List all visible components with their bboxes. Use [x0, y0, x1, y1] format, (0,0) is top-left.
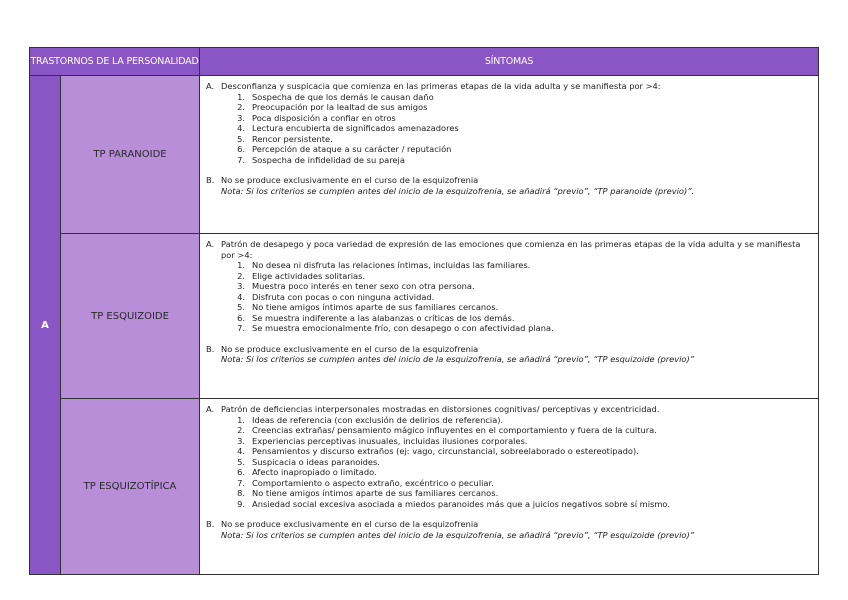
criterion-b [206, 175, 812, 186]
criterion-b [206, 343, 812, 355]
list-item: 7. Comportamiento o aspecto extraño, excéntrico o peculiar. [237, 477, 494, 488]
cluster-label: A [30, 76, 61, 575]
list-item: 2. Elige actividades solitarias. [237, 270, 366, 281]
criterion-a [206, 239, 812, 260]
list-item: 5. Rencor persistente. [237, 133, 333, 144]
criteria-note: Nota: Si los criterios se cumplen antes del inicio de la esquizofrenia, se añadirá “previo”, “TP esquizoide (previo)” [221, 354, 695, 364]
table-row [30, 76, 819, 234]
criteria-list [221, 92, 812, 166]
list-item: 6. Se muestra indiferente a las alabanzas o críticas de los demás. [237, 312, 515, 323]
table-row [30, 234, 819, 399]
criterion-letter: A. [206, 404, 215, 414]
list-item: 8. No tiene amigos íntimos aparte de sus familiares cercanos. [237, 488, 499, 498]
list-item: 3. Experiencias perceptivas inusuales, incluidas ilusiones corporales. [237, 435, 528, 446]
list-item: 4. Lectura encubierta de significados amenazadores [237, 123, 459, 133]
disorder-name: TP ESQUIZOIDE [61, 234, 200, 399]
list-item: 4. Pensamientos y discurso extraños (ej: vago, circunstancial, sobreelaborado o estereotipado). [237, 446, 639, 456]
list-item: 7. Sospecha de infidelidad de su pareja [237, 154, 405, 165]
criterion-letter: B. [206, 519, 215, 529]
criterion-b-text: No se produce exclusivamente en el curso de la esquizofrenia [221, 175, 479, 185]
criterion-letter: A. [206, 81, 215, 91]
list-item: 7. Se muestra emocionalmente frío, con desapego o con afectividad plana. [237, 323, 554, 333]
list-item: 4. Disfruta con pocas o con ninguna actividad. [237, 291, 435, 302]
header-disorders: TRASTORNOS DE LA PERSONALIDAD [30, 48, 200, 76]
criterion-a [206, 404, 812, 415]
table-row [30, 399, 819, 575]
list-item: 3. Poca disposición a confiar en otros [237, 112, 396, 123]
disorder-name: TP ESQUIZOTÍPICA [61, 399, 200, 575]
list-item: 6. Afecto inapropiado o limitado. [237, 467, 377, 477]
criterion-a-text: Patrón de desapego y poca variedad de expresión de las emociones que comienza en las primeras etapas de la vida adulta y se manifiesta por >4: [221, 239, 801, 260]
criterion-letter: A. [206, 239, 215, 249]
list-item: 1. No desea ni disfruta las relaciones íntimas, incluidas las familiares. [237, 260, 531, 270]
list-item: 5. No tiene amigos íntimos aparte de sus familiares cercanos. [237, 302, 499, 312]
disorder-name: TP PARANOIDE [61, 76, 200, 234]
criterion-a-text: Desconfianza y suspicacia que comienza en las primeras etapas de la vida adulta y se manifiesta por >4: [221, 81, 661, 91]
criteria-list [221, 415, 812, 510]
criteria-note: Nota: Si los criterios se cumplen antes del inicio de la esquizofrenia, se añadirá “previo”, “TP paranoide (previo)”. [221, 185, 695, 196]
criterion-a [206, 81, 812, 92]
list-item: 1. Ideas de referencia (con exclusión de delirios de referencia). [237, 414, 504, 425]
criterion-b-text: No se produce exclusivamente en el curso de la esquizofrenia [221, 519, 479, 529]
table-header-row [30, 48, 819, 76]
symptoms-cell [200, 399, 819, 575]
list-item: 1. Sospecha de que los demás le causan daño [237, 91, 434, 102]
criterion-b [206, 519, 812, 530]
symptoms-cell [200, 76, 819, 234]
list-item: 2. Creencias extrañas/ pensamiento mágico influyentes en el comportamiento y fuera de la cultura. [237, 425, 657, 435]
criterion-letter: B. [206, 175, 215, 185]
symptoms-cell [200, 234, 819, 399]
criterion-a-text: Patrón de deficiencias interpersonales mostradas en distorsiones cognitivas/ perceptivas y excentricidad. [221, 404, 660, 414]
list-item: 2. Preocupación por la lealtad de sus amigos [237, 102, 428, 112]
personality-disorders-table [29, 47, 819, 575]
criterion-b-text: No se produce exclusivamente en el curso de la esquizofrenia [221, 343, 479, 354]
criterion-letter: B. [206, 343, 215, 354]
list-item: 6. Percepción de ataque a su carácter / reputación [237, 144, 452, 154]
list-item: 5. Suspicacia o ideas paranoides. [237, 456, 380, 467]
criteria-list [221, 260, 812, 334]
list-item: 3. Muestra poco interés en tener sexo con otra persona. [237, 281, 475, 291]
header-symptoms: SÍNTOMAS [200, 48, 819, 76]
list-item: 9. Ansiedad social excesiva asociada a miedos paranoides más que a juicios negativos sobre sí mismo. [237, 498, 670, 509]
criteria-note: Nota: Si los criterios se cumplen antes del inicio de la esquizofrenia, se añadirá “previo”, “TP esquizoide (previo)” [221, 529, 695, 540]
